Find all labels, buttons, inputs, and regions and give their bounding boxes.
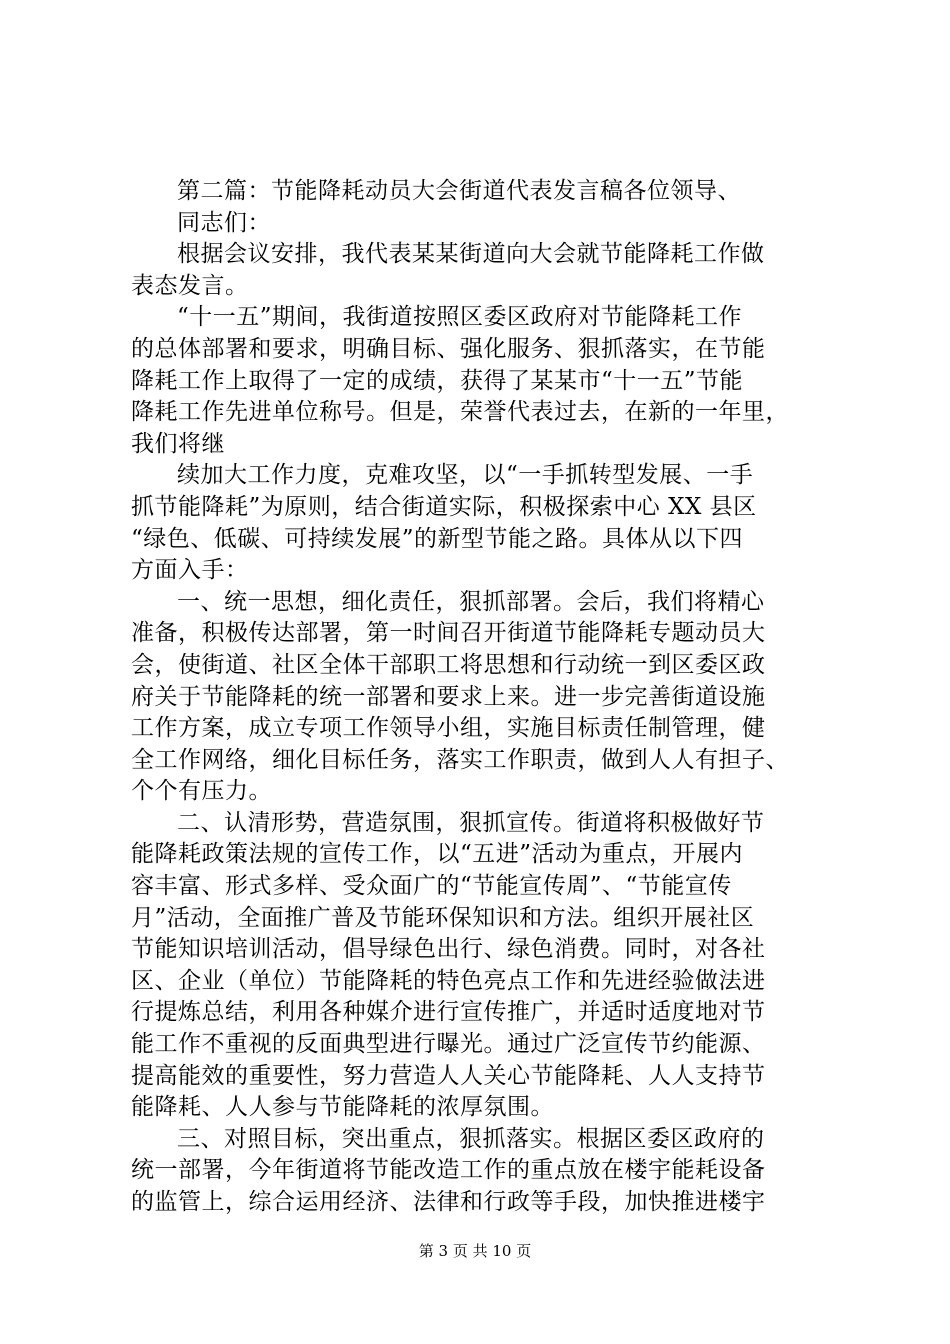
text-line: 的总体部署和要求，明确目标、强化服务、狠抓落实，在节能 [131, 335, 766, 362]
text-line: “绿色、低碳、可持续发展”的新型节能之路。具体从以下四 [131, 525, 744, 552]
text-line: 区、企业（单位）节能降耗的特色亮点工作和先进经验做法进 [131, 967, 766, 994]
text-line: 工作方案，成立专项工作领导小组，实施目标责任制管理，健 [131, 715, 766, 742]
text-line: 容丰富、形式多样、受众面广的“节能宣传周”、“节能宣传 [131, 873, 732, 900]
text-line: 根据会议安排，我代表某某街道向大会就节能降耗工作做 [177, 241, 765, 268]
text-line: 一、统一思想，细化责任，狠抓部署。会后，我们将精心 [177, 588, 765, 615]
document-body [131, 176, 831, 1219]
text-line: 行提炼总结，利用各种媒介进行宣传推广，并适时适度地对节 [131, 999, 766, 1026]
text-line: 月”活动，全面推广普及节能环保知识和方法。组织开展社区 [131, 904, 755, 931]
text-line: 能工作不重视的反面典型进行曝光。通过广泛宣传节约能源、 [131, 1031, 766, 1058]
text-line: 方面入手： [131, 557, 249, 584]
text-line: “十一五”期间，我街道按照区委区政府对节能降耗工作 [177, 304, 743, 331]
text-line: 能降耗政策法规的宣传工作，以“五进”活动为重点，开展内 [131, 841, 744, 868]
text-line: 二、认清形势，营造氛围，狠抓宣传。街道将积极做好节 [177, 809, 765, 836]
text-line: 抓节能降耗”为原则，结合街道实际，积极探索中心 XX 县区 [131, 493, 757, 520]
text-line: 降耗工作上取得了一定的成绩，获得了某某市“十一五”节能 [131, 367, 744, 394]
text-line: 我们将继 [131, 430, 225, 457]
text-line: 续加大工作力度，克难攻坚，以“一手抓转型发展、一手 [177, 462, 754, 489]
text-line: 表态发言。 [131, 272, 249, 299]
text-line: 全工作网络，细化目标任务，落实工作职责，做到人人有担子、 [131, 746, 789, 773]
text-line: 的监管上，综合运用经济、法律和行政等手段，加快推进楼宇 [131, 1189, 766, 1215]
text-line: 降耗工作先进单位称号。但是，荣誉代表过去，在新的一年里， [131, 399, 789, 426]
text-line: 能降耗、人人参与节能降耗的浓厚氛围。 [131, 1094, 554, 1121]
text-line: 个个有压力。 [131, 778, 272, 805]
text-line: 府关于节能降耗的统一部署和要求上来。进一步完善街道设施 [131, 683, 766, 710]
text-line: 第二篇：节能降耗动员大会街道代表发言稿各位领导、 [177, 178, 741, 204]
text-line: 统一部署，今年街道将节能改造工作的重点放在楼宇能耗设备 [131, 1157, 766, 1184]
page-footer: 第 3 页 共 10 页 [418, 1242, 532, 1260]
text-line: 会，使街道、社区全体干部职工将思想和行动统一到区委区政 [131, 651, 766, 678]
text-line: 准备，积极传达部署，第一时间召开街道节能降耗专题动员大 [131, 620, 766, 647]
text-line: 节能知识培训活动，倡导绿色出行、绿色消费。同时，对各社 [131, 936, 766, 963]
text-line: 提高能效的重要性，努力营造人人关心节能降耗、人人支持节 [131, 1062, 766, 1089]
text-line: 三、对照目标，突出重点，狠抓落实。根据区委区政府的 [177, 1125, 765, 1152]
text-line: 同志们： [177, 209, 271, 236]
